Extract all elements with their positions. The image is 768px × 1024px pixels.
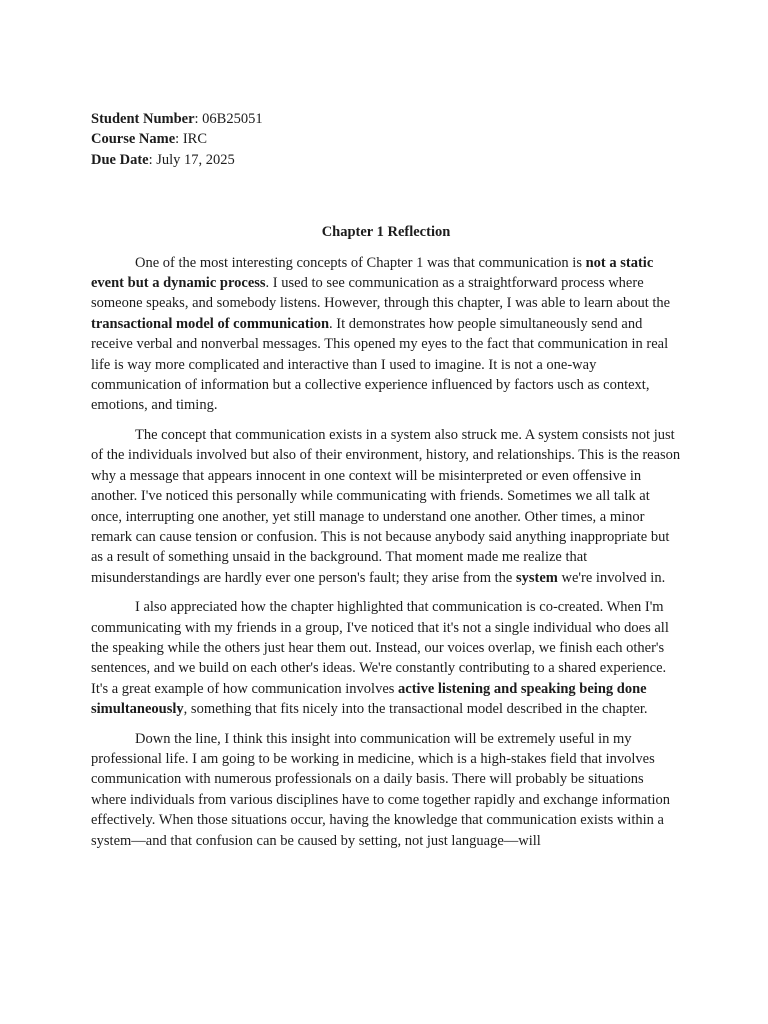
paragraph-bold-segment: transactional model of communication: [91, 315, 330, 332]
paragraph-segment: we're involved in.: [557, 569, 666, 586]
document-body: [91, 109, 681, 860]
due-date-line: [91, 150, 681, 170]
student-number-line: [91, 109, 681, 129]
due-date-label: Due Date: [91, 151, 149, 168]
chapter-title: Chapter 1 Reflection: [321, 224, 451, 241]
paragraph-segment: I also appreciated how the chapter highlighted that communication is co-created. When I'm communicating with my friends in a group, I've noticed that it's not a single individual who does all the speaking while the others just hear them out. Instead, our voices overlap, we finish each other's sentences, and we build on each other's ideas. We're constantly contributing to a shared experience. It's a great example of how communication involves: [91, 599, 669, 697]
paragraph-bold-segment: system: [516, 569, 558, 586]
due-date-value: : July 17, 2025: [148, 151, 235, 168]
paragraph-segment: , something that fits nicely into the transactional model described in the chapter.: [183, 701, 648, 718]
student-number-label: Student Number: [91, 111, 195, 127]
paragraph-bold-segment: active listening and speaking being done simultaneously: [91, 680, 647, 718]
student-number-value: : 06B25051: [194, 111, 263, 127]
course-name-label: Course Name: [91, 131, 176, 148]
paragraph-segment: The concept that communication exists in a system also struck me. A system consists not just of the individuals involved but also of their environment, history, and relationships. This is the reason why a message that appears innocent in one context will be misinterpreted or even offensive in another. I've noticed this personally while communicating with friends. Sometimes we all talk at once, interrupting one another, yet still manage to understand one another. Other times, a minor remark can cause tension or confusion. This is not because anybody said anything inappropriate but as a result of something unsaid in the background. That moment made me realize that misunderstandings are hardly ever one person's fault; they arise from the: [91, 426, 681, 586]
paragraph-segment: . It demonstrates how people simultaneously send and receive verbal and nonverbal messages. This opened my eyes to the fact that communication in real life is way more complicated and interactive than I used to imagine. It is not a one-way communication of information but a collective experience influenced by factors usch as context, emotions, and timing.: [91, 315, 669, 414]
course-name-value: : IRC: [175, 131, 207, 148]
paragraph-2: [91, 425, 681, 588]
paragraph-segment: One of the most interesting concepts of Chapter 1 was that communication is: [135, 254, 586, 271]
paragraph-segment: . I used to see communication as a straightforward process where someone speaks, and somebody listens. However, through this chapter, I was able to learn about the: [91, 275, 671, 312]
paragraph-1: [91, 253, 681, 416]
paragraph-4: [91, 729, 681, 851]
paragraph-segment: Down the line, I think this insight into communication will be extremely useful in my professional life. I am going to be working in medicine, which is a high-stakes field that involves communication with numerous professionals on a daily basis. There will probably be situations where individuals from various disciplines have to come together rapidly and exchange information effectively. When those situations occur, having the knowledge that communication exists within a system—and that confusion can be caused by setting, not just language—will: [91, 730, 671, 849]
paragraph-3: [91, 597, 681, 719]
paragraph-bold-segment: not a static event but a dynamic process: [91, 254, 654, 292]
course-name-line: [91, 129, 681, 149]
